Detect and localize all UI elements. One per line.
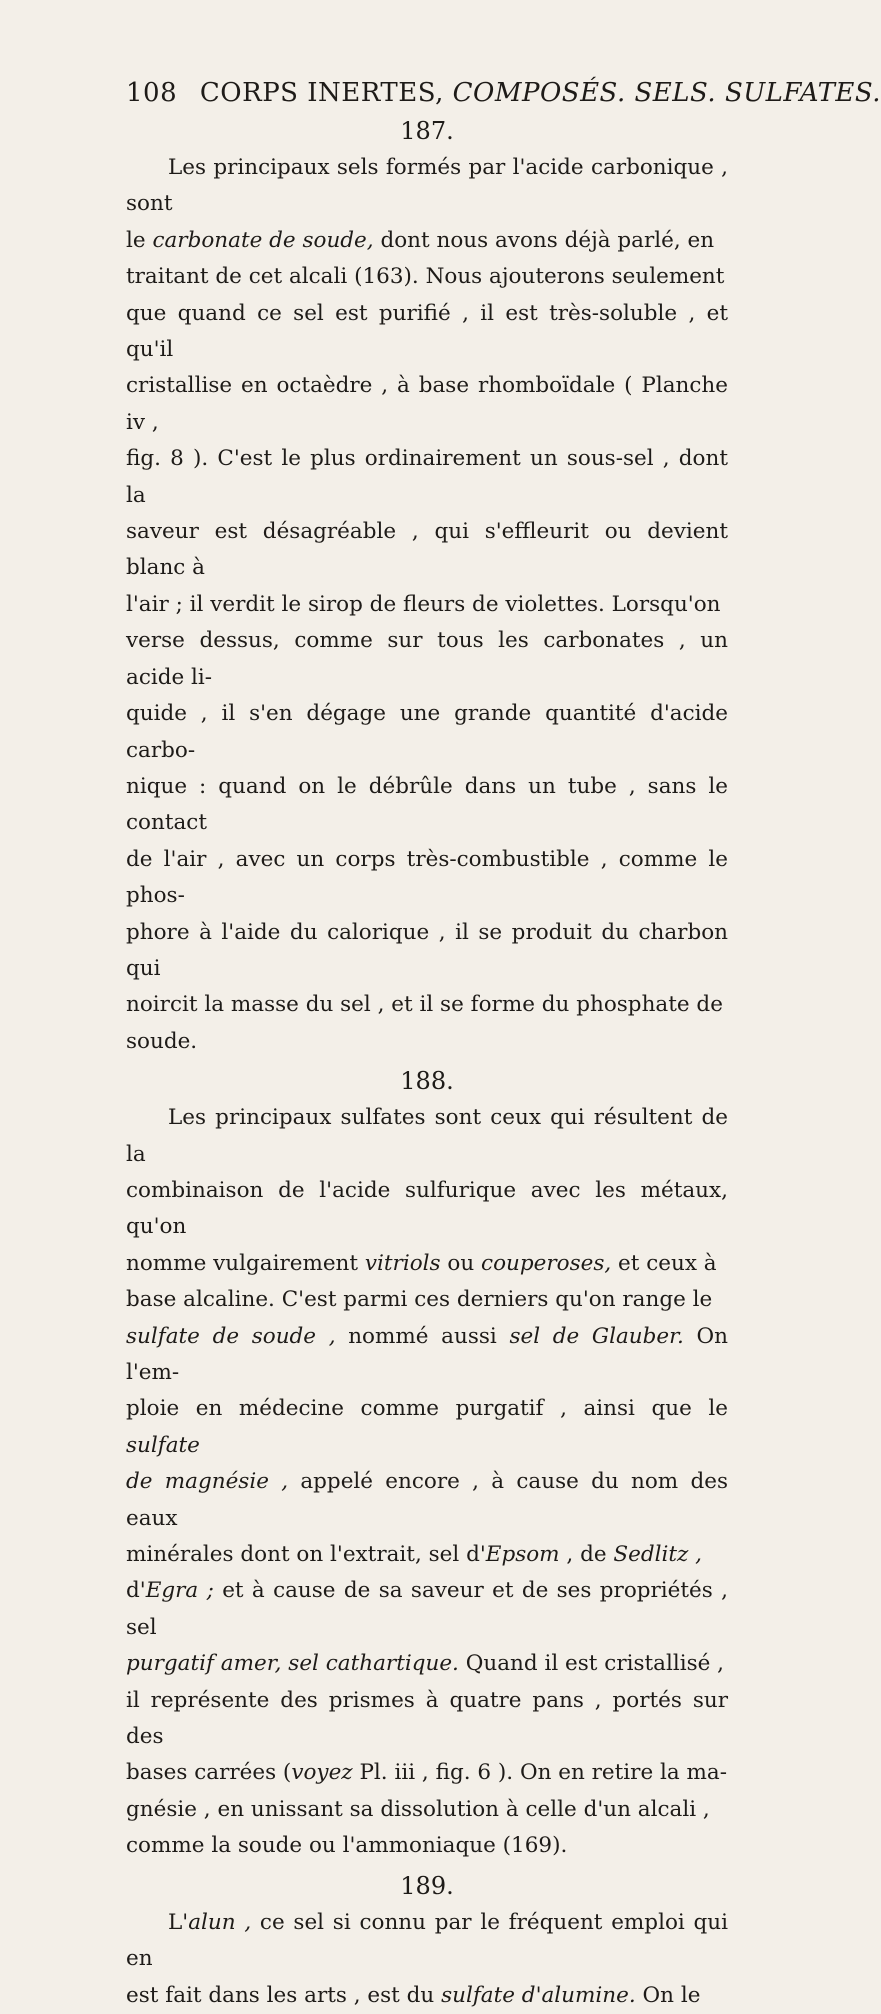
text-line: il représente des prismes à quatre pans , portés sur des — [126, 1687, 728, 1750]
italic-term: purgatif amer, sel cathartique. — [126, 1651, 459, 1677]
text-line: fig. 8 ). C'est le plus ordinairement un sous-sel , dont la — [126, 446, 728, 508]
section-number-189: 189. — [400, 1871, 454, 1900]
text-line: quide , il s'en dégage une grande quantité d'acide carbo- — [126, 701, 728, 763]
text-line: minérales dont on l'extrait, sel d'Epsom , de Sedlitz , — [126, 1542, 703, 1568]
section-text-187 — [0, 1366, 1, 1367]
text-line: base alcaline. C'est parmi ces derniers qu'on range le — [126, 1287, 713, 1313]
italic-term: vitriols — [364, 1250, 441, 1276]
text-line: L'alun , ce sel si connu par le fréquent emploi qui en — [126, 1909, 728, 1972]
section-number-188: 188. — [400, 1067, 454, 1096]
text-line: verse dessus, comme sur tous les carbonates , un acide li- — [126, 628, 728, 690]
paragraph-187 — [126, 150, 728, 1060]
italic-term: alun , — [188, 1909, 252, 1935]
text-line: nomme vulgairement vitriols ou couperoses, et ceux à — [126, 1250, 717, 1276]
text-line: Les principaux sulfates sont ceux qui résultent de la — [126, 1105, 728, 1167]
text-line: combinaison de l'acide sulfurique avec les métaux, qu'on — [126, 1177, 728, 1240]
text-line: comme la soude ou l'ammoniaque (169). — [126, 1833, 568, 1859]
italic-term: sulfate de soude , — [126, 1323, 336, 1349]
italic-term: Egra ; — [145, 1578, 214, 1604]
paragraph-189 — [126, 1905, 728, 2014]
text-line: phore à l'aide du calorique , il se produit du charbon qui — [126, 919, 728, 981]
text-line: purgatif amer, sel cathartique. Quand il est cristallisé , — [126, 1651, 725, 1677]
text-line: que quand ce sel est purifié , il est très-soluble , et qu'il — [126, 300, 728, 363]
text-line: d'Egra ; et à cause de sa saveur et de ses propriétés , sel — [126, 1578, 728, 1640]
running-head — [126, 78, 881, 108]
text-line: noircit la masse du sel , et il se forme du phosphate de — [126, 992, 723, 1018]
italic-term: Epsom — [485, 1542, 560, 1568]
text-line: le carbonate de soude, dont nous avons déjà parlé, en — [126, 227, 715, 253]
text-line: ploie en médecine comme purgatif , ainsi que le sulfate — [126, 1396, 728, 1458]
text-line: traitant de cet alcali (163). Nous ajouterons seulement — [126, 264, 725, 290]
italic-term: carbonate de soude, — [152, 227, 374, 253]
italic-term: Sedlitz , — [613, 1542, 703, 1568]
text-line: est fait dans les arts , est du sulfate d'alumine. On le — [126, 1982, 701, 2008]
text-line: bases carrées (voyez Pl. iii , fig. 6 ). On en retire la ma- — [126, 1760, 728, 1786]
text-line: soude. — [126, 1028, 198, 1054]
text-line: saveur est désagréable , qui s'effleurit ou devient blanc à — [126, 519, 728, 581]
text-line: Les principaux sels formés par l'acide carbonique , sont — [126, 155, 728, 217]
italic-term: sel de Glauber. — [509, 1323, 684, 1349]
italic-term: couperoses, — [481, 1250, 612, 1276]
running-subtitle: COMPOSÉS. SELS. SULFATES. — [452, 78, 881, 108]
running-title: CORPS INERTES, — [199, 78, 444, 108]
text-line: de l'air , avec un corps très-combustible , comme le phos- — [126, 846, 728, 909]
text-line: de magnésie , appelé encore , à cause du nom des eaux — [126, 1469, 728, 1531]
italic-term: sulfate d'alumine. — [441, 1982, 636, 2008]
paragraph-188 — [126, 1100, 728, 1865]
italic-term: sulfate — [126, 1432, 200, 1458]
italic-term: de magnésie , — [126, 1469, 289, 1495]
italic-term: voyez — [291, 1760, 353, 1786]
text-line: nique : quand on le débrûle dans un tube , sans le contact — [126, 773, 728, 836]
text-line: gnésie , en unissant sa dissolution à celle d'un alcali , — [126, 1796, 710, 1822]
section-number-187: 187. — [400, 117, 454, 145]
text-line: sulfate de soude , nommé aussi sel de Glauber. On l'em- — [126, 1323, 729, 1385]
page-number: 108 — [126, 78, 178, 108]
text-line: l'air ; il verdit le sirop de fleurs de violettes. Lorsqu'on — [126, 591, 721, 617]
text-line: cristallise en octaèdre , à base rhomboïdale ( Planche iv , — [126, 373, 728, 435]
